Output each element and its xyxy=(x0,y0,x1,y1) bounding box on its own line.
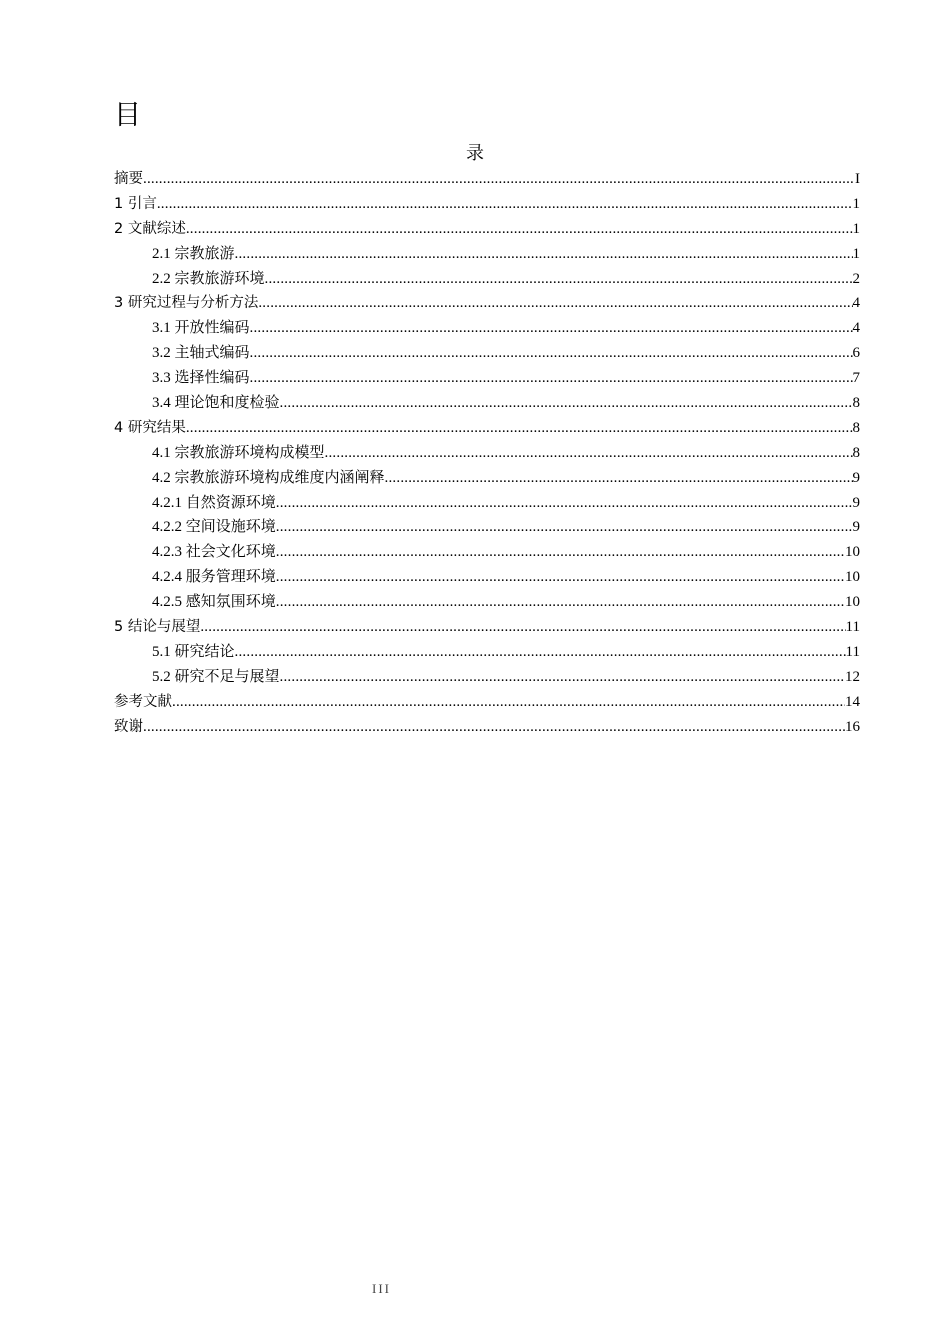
toc-entry[interactable] xyxy=(114,416,860,441)
table-of-contents xyxy=(114,167,860,739)
toc-entry-page-number: 6 xyxy=(852,345,860,362)
toc-entry-page-number: 8 xyxy=(852,395,860,412)
toc-entry-label: 4.2.4 服务管理环境 xyxy=(152,569,276,586)
toc-entry[interactable] xyxy=(114,217,860,242)
toc-entry-label: 4.1 宗教旅游环境构成模型 xyxy=(152,444,325,461)
toc-entry[interactable] xyxy=(114,391,860,416)
toc-entry-label: 3 研究过程与分析方法 xyxy=(114,295,259,312)
toc-entry[interactable] xyxy=(114,690,860,715)
toc-dot-leader xyxy=(186,217,853,242)
toc-dot-leader xyxy=(276,565,845,590)
toc-entry[interactable] xyxy=(114,167,860,192)
toc-dot-leader xyxy=(276,540,845,565)
toc-entry-page-number: 4 xyxy=(852,295,860,312)
toc-entry[interactable] xyxy=(114,316,860,341)
toc-dot-leader xyxy=(250,316,853,341)
toc-entry-page-number: 16 xyxy=(845,718,860,735)
toc-entry-label: 3.2 主轴式编码 xyxy=(152,345,250,362)
toc-entry-label: 2.2 宗教旅游环境 xyxy=(152,270,265,287)
toc-entry-label: 摘要 xyxy=(114,171,143,187)
toc-entry[interactable] xyxy=(114,540,860,565)
toc-entry-page-number: 8 xyxy=(852,419,860,436)
toc-entry[interactable] xyxy=(114,291,860,316)
toc-entry[interactable] xyxy=(114,441,860,466)
toc-entry-page-number: 11 xyxy=(845,619,860,636)
toc-entry-label: 2 文献综述 xyxy=(114,220,186,237)
toc-entry-label: 4.2 宗教旅游环境构成维度内涵阐释 xyxy=(152,469,385,486)
toc-entry-label: 5 结论与展望 xyxy=(114,619,201,636)
toc-entry-page-number: 14 xyxy=(845,693,860,710)
toc-dot-leader xyxy=(250,341,853,366)
toc-dot-leader xyxy=(172,690,845,715)
toc-entry[interactable] xyxy=(114,242,860,267)
toc-entry[interactable] xyxy=(114,640,860,665)
toc-dot-leader xyxy=(276,590,845,615)
toc-entry-page-number: 4 xyxy=(852,320,860,337)
toc-entry[interactable] xyxy=(114,590,860,615)
toc-entry-label: 2.1 宗教旅游 xyxy=(152,245,235,262)
toc-entry-label: 致谢 xyxy=(114,718,143,735)
toc-entry[interactable] xyxy=(114,192,860,217)
toc-entry-page-number: 1 xyxy=(852,245,860,262)
toc-entry-page-number: 11 xyxy=(845,643,860,660)
toc-entry-label: 参考文献 xyxy=(114,693,172,710)
toc-entry-label: 5.1 研究结论 xyxy=(152,643,235,660)
toc-entry-label: 4 研究结果 xyxy=(114,419,186,436)
toc-dot-leader xyxy=(276,515,853,540)
toc-dot-leader xyxy=(250,366,853,391)
toc-dot-leader xyxy=(258,291,852,316)
toc-entry-page-number: 12 xyxy=(845,668,860,685)
toc-entry-page-number: 9 xyxy=(852,494,860,511)
toc-entry[interactable] xyxy=(114,341,860,366)
toc-entry[interactable] xyxy=(114,665,860,690)
toc-entry-label: 5.2 研究不足与展望 xyxy=(152,668,280,685)
toc-entry[interactable] xyxy=(114,515,860,540)
toc-entry-page-number: 9 xyxy=(852,519,860,536)
toc-dot-leader xyxy=(325,441,853,466)
toc-entry-label: 4.2.1 自然资源环境 xyxy=(152,494,276,511)
toc-dot-leader xyxy=(280,665,845,690)
toc-entry-page-number: 1 xyxy=(852,220,860,237)
toc-title-second-char: 录 xyxy=(466,143,484,164)
toc-entry[interactable] xyxy=(114,565,860,590)
toc-entry-label: 4.2.5 感知氛围环境 xyxy=(152,594,276,611)
toc-entry-page-number: 10 xyxy=(845,544,860,561)
toc-dot-leader xyxy=(235,242,853,267)
toc-dot-leader xyxy=(385,466,853,491)
toc-entry-page-number: 10 xyxy=(845,569,860,586)
toc-entry-page-number: 9 xyxy=(852,469,860,486)
toc-entry[interactable] xyxy=(114,267,860,292)
toc-entry[interactable] xyxy=(114,491,860,516)
toc-entry-page-number: 2 xyxy=(852,270,860,287)
toc-entry-page-number: 10 xyxy=(845,594,860,611)
toc-dot-leader xyxy=(143,167,855,192)
toc-dot-leader xyxy=(265,267,853,292)
footer-page-number: III xyxy=(372,1281,391,1296)
toc-entry-page-number: 8 xyxy=(852,444,860,461)
toc-entry-page-number: 7 xyxy=(852,370,860,387)
toc-entry[interactable] xyxy=(114,615,860,640)
toc-entry[interactable] xyxy=(114,366,860,391)
toc-dot-leader xyxy=(200,615,845,640)
toc-entry-label: 1 引言 xyxy=(114,195,157,212)
toc-dot-leader xyxy=(280,391,853,416)
toc-dot-leader xyxy=(235,640,846,665)
toc-title-first-char: 目 xyxy=(114,100,141,131)
toc-entry-label: 4.2.2 空间设施环境 xyxy=(152,519,276,536)
toc-dot-leader xyxy=(186,416,853,441)
toc-entry[interactable] xyxy=(114,466,860,491)
toc-entry-label: 4.2.3 社会文化环境 xyxy=(152,544,276,561)
toc-dot-leader xyxy=(276,491,853,516)
toc-dot-leader xyxy=(143,715,845,740)
toc-dot-leader xyxy=(157,192,853,217)
toc-entry-page-number: I xyxy=(855,171,860,187)
toc-entry-label: 3.4 理论饱和度检验 xyxy=(152,395,280,412)
toc-entry[interactable] xyxy=(114,715,860,740)
toc-entry-label: 3.1 开放性编码 xyxy=(152,320,250,337)
toc-entry-label: 3.3 选择性编码 xyxy=(152,370,250,387)
toc-entry-page-number: 1 xyxy=(852,195,860,212)
